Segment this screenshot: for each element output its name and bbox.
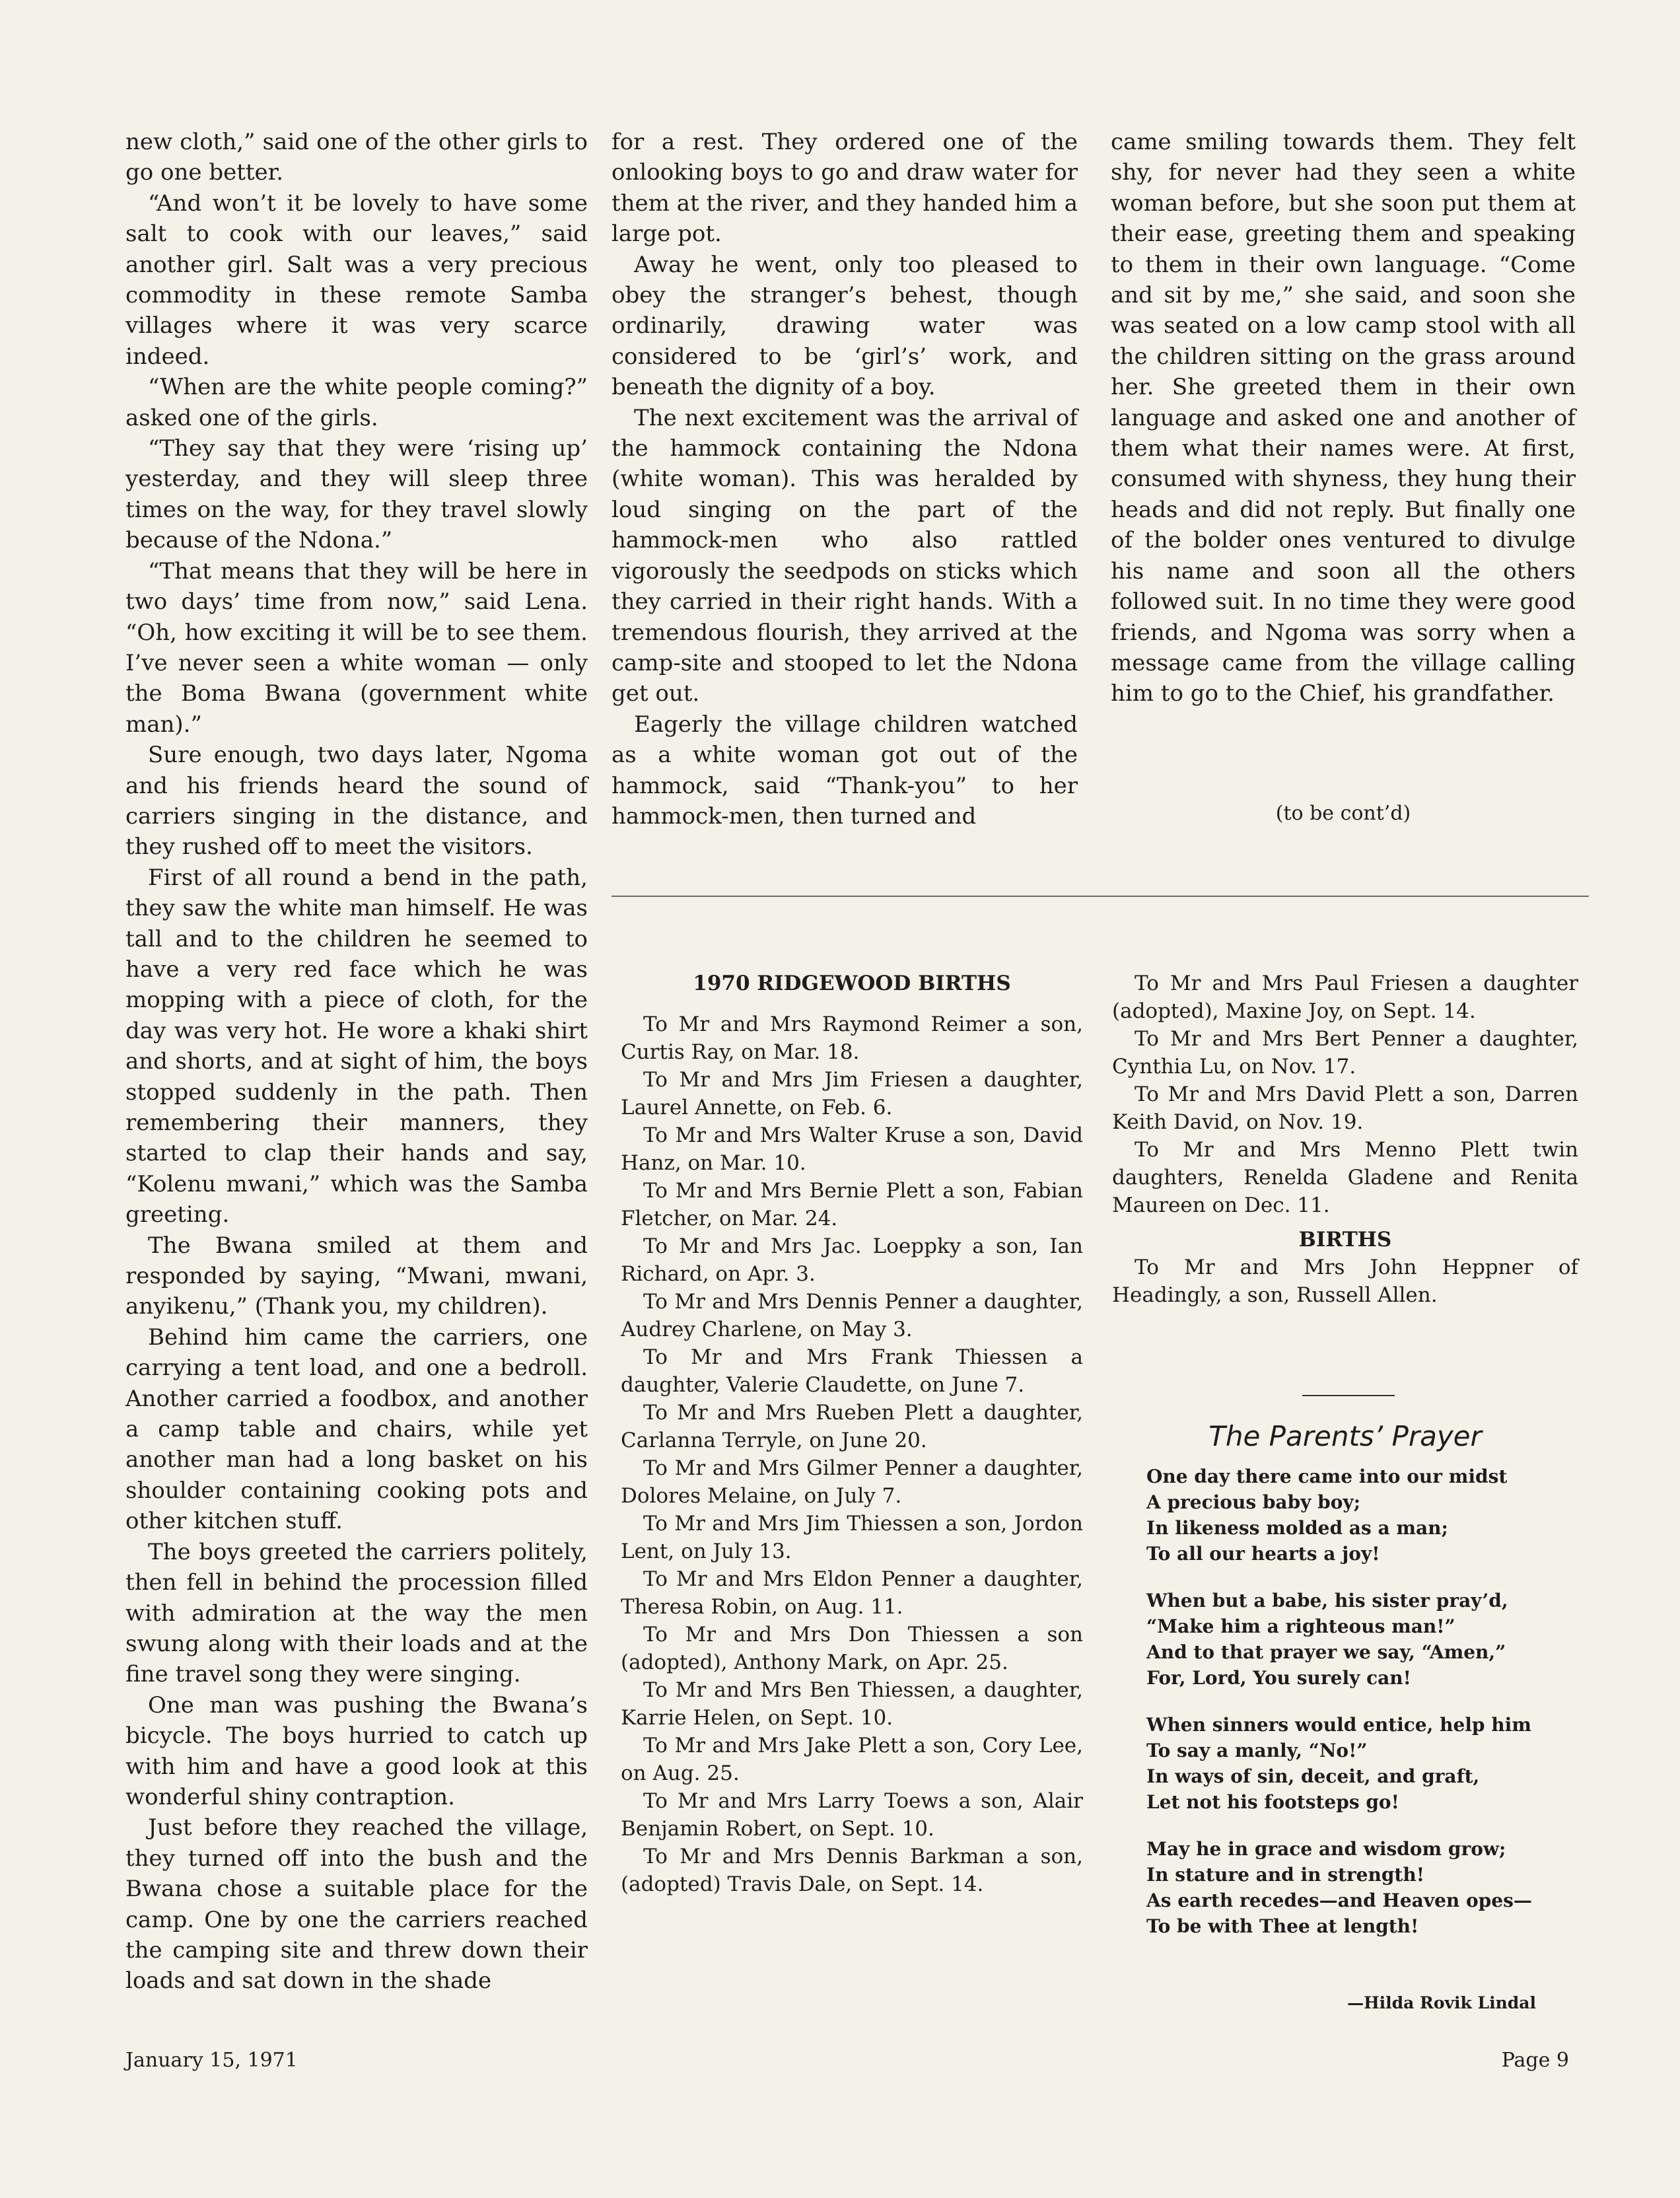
poem-line: To all our hearts a joy! bbox=[1146, 1543, 1380, 1565]
poem-stanza bbox=[1146, 1836, 1569, 1939]
poem-line: Let not his footsteps go! bbox=[1146, 1791, 1399, 1813]
poem-line: And to that prayer we say, “Amen,” bbox=[1146, 1641, 1506, 1663]
birth-entry: To Mr and Mrs Jim Friesen a daughter, Laurel Annette, on Feb. 6. bbox=[621, 1068, 1083, 1119]
story-paragraph: new cloth,” said one of the other girls to go one better. bbox=[125, 129, 588, 186]
births-heading: 1970 RIDGEWOOD BIRTHS bbox=[693, 972, 1011, 995]
story-paragraph: “When are the white people coming?” asked one of the girls. bbox=[125, 374, 588, 431]
story-column-1 bbox=[125, 127, 588, 1997]
births-column-2 bbox=[1112, 970, 1578, 1309]
story-paragraph: Just before they reached the village, they turned off into the bush and the Bwana chose a suitable place for the camp. One by one the carriers reached the camping site and threw down their loads and sat down in the shade bbox=[125, 1814, 588, 1995]
poem-line: When sinners would entice, help him bbox=[1146, 1714, 1531, 1736]
story-paragraph: The Bwana smiled at them and responded by saying, “Mwani, mwani, anyikenu,” (Thank you, my children). bbox=[125, 1232, 588, 1320]
birth-entry: To Mr and Mrs Menno Plett twin daughters, Renelda Gladene and Renita Maureen on Dec. 11. bbox=[1112, 1138, 1578, 1217]
birth-entry: To Mr and Mrs Don Thiessen a son (adopted), Anthony Mark, on Apr. 25. bbox=[621, 1623, 1083, 1674]
poem-line: In ways of sin, deceit, and graft, bbox=[1146, 1765, 1480, 1787]
story-paragraph: First of all round a bend in the path, they saw the white man himself. He was tall and to the children he seemed to have a very red face which he was mopping with a piece of cloth, for the day was very hot. He wore a khaki shirt and shorts, and at sight of him, the boys stopped suddenly in the path. Then remembering their manners, they started to clap their hands and say, “Kolenu mwani,” which was the Samba greeting. bbox=[125, 864, 588, 1228]
story-paragraph: Sure enough, two days later, Ngoma and his friends heard the sound of carriers singing in the distance, and they rushed off to meet the visitors. bbox=[125, 742, 588, 861]
poem-line: To say a manly, “No!” bbox=[1146, 1740, 1368, 1761]
story-paragraph: “And won’t it be lovely to have some salt to cook with our leaves,” said another girl. Salt was a very precious commodity in these remote Samba villages where it was very scarce indeed. bbox=[125, 190, 588, 370]
poem-stanza bbox=[1146, 1712, 1569, 1815]
story-paragraph: “That means that they will be here in two days’ time from now,” said Lena. “Oh, how exciting it will be to see them. I’ve never seen a white woman — only the Boma Bwana (government white man).” bbox=[125, 557, 588, 738]
poem-stanza bbox=[1146, 1464, 1569, 1567]
birth-entry: To Mr and Mrs Bernie Plett a son, Fabian Fletcher, on Mar. 24. bbox=[621, 1179, 1083, 1230]
birth-entry: To Mr and Mrs Eldon Penner a daughter, Theresa Robin, on Aug. 11. bbox=[621, 1567, 1083, 1619]
births-heading-2: BIRTHS bbox=[1298, 1228, 1392, 1252]
page-number: Page 9 bbox=[1501, 2049, 1569, 2072]
story-paragraph: Away he went, only too pleased to obey the stranger’s behest, though ordinarily, drawing water was considered to be ‘girl’s’ work, and beneath the dignity of a boy. bbox=[612, 251, 1078, 401]
birth-entry: To Mr and Mrs Frank Thiessen a daughter, Valerie Claudette, on June 7. bbox=[621, 1345, 1083, 1397]
birth-entry: To Mr and Mrs Jac. Loeppky a son, Ian Richard, on Apr. 3. bbox=[621, 1234, 1083, 1286]
poem-author: —Hilda Rovik Lindal bbox=[1347, 1993, 1536, 2012]
poem-line: When but a babe, his sister pray’d, bbox=[1146, 1590, 1508, 1612]
birth-entry: To Mr and Mrs David Plett a son, Darren Keith David, on Nov. 19. bbox=[1112, 1082, 1578, 1134]
birth-entry: To Mr and Mrs Larry Toews a son, Alair Benjamin Robert, on Sept. 10. bbox=[621, 1789, 1083, 1841]
story-column-3 bbox=[1111, 127, 1576, 709]
birth-entry: To Mr and Mrs Jake Plett a son, Cory Lee, on Aug. 25. bbox=[621, 1734, 1083, 1785]
poem-line: In likeness molded as a man; bbox=[1146, 1517, 1448, 1539]
births-column-1 bbox=[621, 970, 1083, 1898]
birth-entry: To Mr and Mrs Dennis Barkman a son, (adopted) Travis Dale, on Sept. 14. bbox=[621, 1845, 1083, 1896]
birth-entry: To Mr and Mrs Dennis Penner a daughter, Audrey Charlene, on May 3. bbox=[621, 1290, 1083, 1341]
story-paragraph: The boys greeted the carriers politely, then fell in behind the procession filled with admiration at the way the men swung along with their loads and at the fine travel song they were singing. bbox=[125, 1538, 588, 1688]
poem-stanza bbox=[1146, 1588, 1569, 1691]
poem-line: May he in grace and wisdom grow; bbox=[1146, 1838, 1506, 1860]
poem-line: A precious baby boy; bbox=[1146, 1491, 1361, 1513]
story-paragraph: One man was pushing the Bwana’s bicycle. The boys hurried to catch up with him and have a good look at this wonderful shiny contraption. bbox=[125, 1691, 588, 1810]
story-paragraph: Eagerly the village children watched as a white woman got out of the hammock, said “Thank-you” to her hammock-men, then turned and bbox=[612, 711, 1078, 830]
birth-entry: To Mr and Mrs Walter Kruse a son, David Hanz, on Mar. 10. bbox=[621, 1123, 1083, 1175]
short-divider bbox=[1302, 1395, 1395, 1396]
story-column-2 bbox=[612, 127, 1078, 832]
birth-entry: To Mr and Mrs Ben Thiessen, a daughter, Karrie Helen, on Sept. 10. bbox=[621, 1678, 1083, 1730]
poem-body bbox=[1146, 1464, 1569, 1960]
birth-entry: To Mr and Mrs Paul Friesen a daughter (adopted), Maxine Joy, on Sept. 14. bbox=[1112, 972, 1578, 1023]
story-paragraph: “They say that they were ‘rising up’ yesterday, and they will sleep three times on the way, for they travel slowly because of the Ndona.” bbox=[125, 435, 588, 554]
poem-line: “Make him a righteous man!” bbox=[1146, 1615, 1455, 1637]
poem-line: As earth recedes—and Heaven opes— bbox=[1146, 1890, 1532, 1911]
story-paragraph: came smiling towards them. They felt shy, for never had they seen a white woman before, but she soon put them at their ease, greeting them and speaking to them in their own language. “Come and sit by me,” she said, and soon she was seated on a low camp stool with all the children sitting on the grass around her. She greeted them in their own language and asked one and another of them what their names were. At first, consumed with shyness, they hung their heads and did not reply. But finally one of the bolder ones ventured to divulge his name and soon all the others followed suit. In no time they were good friends, and Ngoma was sorry when a message came from the village calling him to go to the Chief, his grandfather. bbox=[1111, 129, 1576, 707]
to-be-continued: (to be cont’d) bbox=[1275, 802, 1411, 825]
poem-line: One day there came into our midst bbox=[1146, 1466, 1508, 1487]
story-paragraph: Behind him came the carriers, one carrying a tent load, and one a bedroll. Another carried a foodbox, and another a camp table and chairs, while yet another man had a long basket on his shoulder containing cooking pots and other kitchen stuff. bbox=[125, 1324, 588, 1535]
birth-entry: To Mr and Mrs Gilmer Penner a daughter, Dolores Melaine, on July 7. bbox=[621, 1456, 1083, 1508]
birth-entry: To Mr and Mrs Raymond Reimer a son, Curtis Ray, on Mar. 18. bbox=[621, 1012, 1083, 1064]
issue-date: January 15, 1971 bbox=[125, 2049, 298, 2072]
birth-entry: To Mr and Mrs Jim Thiessen a son, Jordon Lent, on July 13. bbox=[621, 1512, 1083, 1563]
story-paragraph: for a rest. They ordered one of the onlooking boys to go and draw water for them at the river, and they handed him a large pot. bbox=[612, 129, 1078, 248]
birth-entry: To Mr and Mrs John Heppner of Headingly, a son, Russell Allen. bbox=[1112, 1256, 1578, 1307]
story-paragraph: The next excitement was the arrival of the hammock containing the Ndona (white woman). This was heralded by loud singing on the part of the hammock-men who also rattled vigorously the seedpods on sticks which they carried in their right hands. With a tremendous flourish, they arrived at the camp-site and stooped to let the Ndona get out. bbox=[612, 404, 1078, 707]
poem-line: In stature and in strength! bbox=[1146, 1864, 1424, 1886]
birth-entry: To Mr and Mrs Bert Penner a daughter, Cynthia Lu, on Nov. 17. bbox=[1112, 1027, 1578, 1079]
poem-line: To be with Thee at length! bbox=[1146, 1915, 1419, 1937]
section-divider bbox=[612, 896, 1589, 897]
poem-line: For, Lord, You surely can! bbox=[1146, 1667, 1411, 1689]
poem-title: The Parents’ Prayer bbox=[1208, 1420, 1482, 1452]
birth-entry: To Mr and Mrs Rueben Plett a daughter, Carlanna Terryle, on June 20. bbox=[621, 1401, 1083, 1452]
